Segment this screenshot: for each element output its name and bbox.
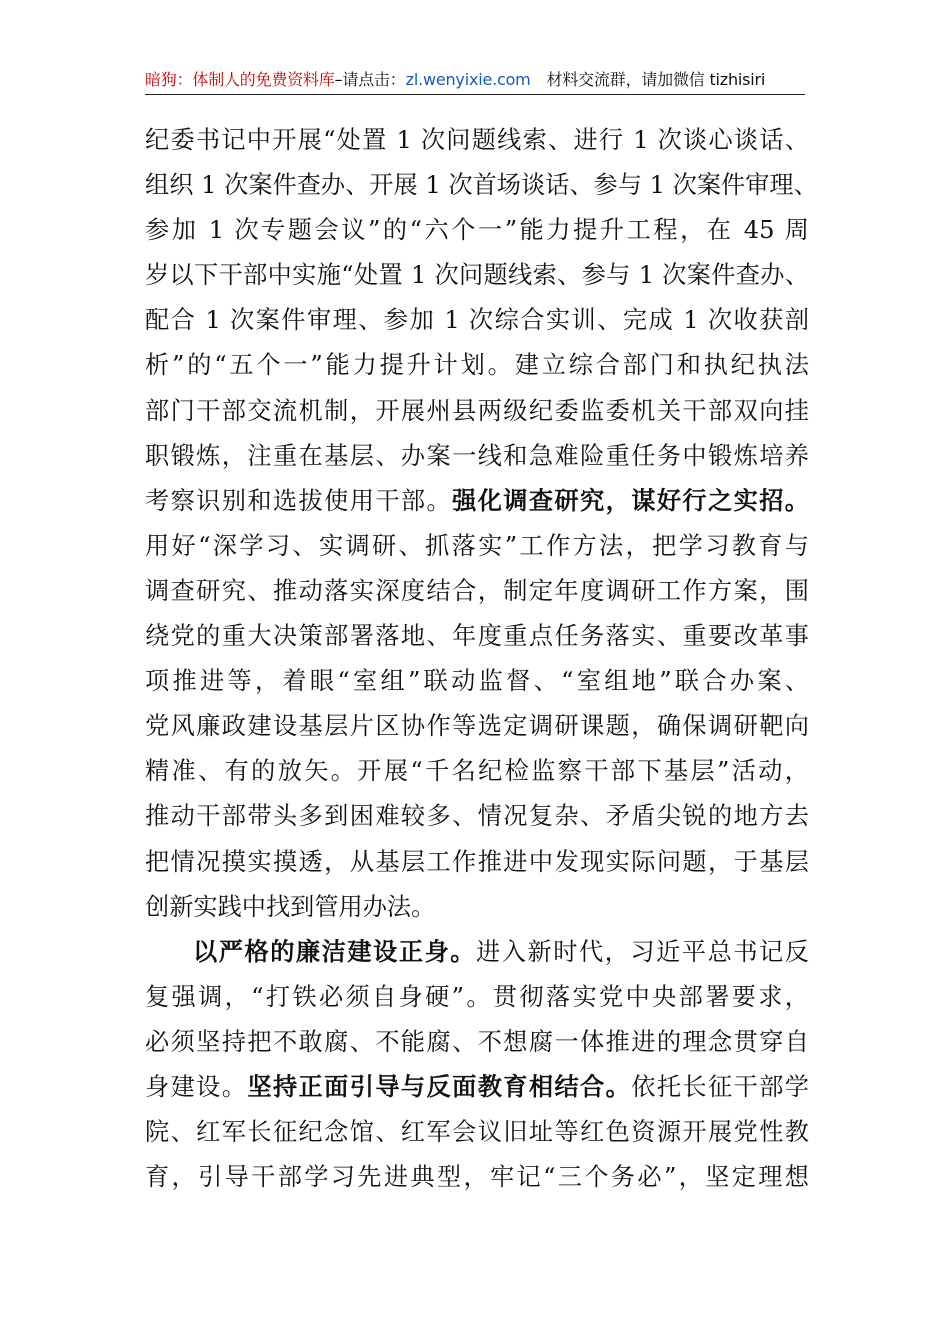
text-line: 考察识别和选拔使用干部。强化调查研究，谋好行之实招。 (145, 486, 809, 515)
text-line: 岁以下干部中实施“处置 1 次问题线索、参与 1 次案件查办、 (145, 261, 809, 290)
text-line: 配合 1 次案件审理、参加 1 次综合实训、完成 1 次收获剖 (145, 306, 809, 335)
text-line: 职锻炼，注重在基层、办案一线和急难险重任务中锻炼培养 (145, 441, 809, 470)
page-header (145, 66, 805, 95)
text-line: 析”的“五个一”能力提升计划。建立综合部门和执纪执法 (145, 351, 809, 380)
text-line: 组织 1 次案件查办、开展 1 次首场谈话、参与 1 次案件审理、 (145, 171, 818, 200)
text-line: 用好“深学习、实调研、抓落实”工作方法，把学习教育与 (145, 531, 809, 560)
bold-heading: 强化调查研究，谋好行之实招。 (452, 486, 809, 515)
text-line: 身建设。坚持正面引导与反面教育相结合。依托长征干部学 (145, 1072, 809, 1101)
text-line: 纪委书记中开展“处置 1 次问题线索、进行 1 次谈心谈话、 (145, 126, 809, 154)
header-link[interactable]: zl.wenyixie.com (405, 70, 531, 89)
header-link-label: –请点击： (334, 70, 406, 89)
text-line: 推动干部带头多到困难较多、情况复杂、矛盾尖锐的地方去 (145, 802, 809, 831)
text-line: 以严格的廉洁建设正身。进入新时代，习近平总书记反 (193, 937, 809, 966)
text-line: 调查研究、推动落实深度结合，制定年度调研工作方案，围 (145, 576, 809, 605)
text-line: 必须坚持把不敢腐、不能腐、不想腐一体推进的理念贯穿自 (145, 1027, 809, 1056)
paragraph-1 (145, 118, 818, 930)
text-line: 创新实践中找到管用办法。 (145, 892, 436, 921)
header-brand: 暗狗：体制人的免费资料库 (145, 70, 335, 89)
text-line: 项推进等，着眼“室组”联动监督、“室组地”联合办案、 (145, 667, 809, 696)
text-line: 把情况摸实摸透，从基层工作推进中发现实际问题，于基层 (145, 847, 809, 876)
text-line: 精准、有的放矢。开展“千名纪检监察干部下基层”活动， (145, 757, 809, 786)
document-body (145, 118, 818, 1200)
text-line: 院、红军长征纪念馆、红军会议旧址等红色资源开展党性教 (145, 1118, 809, 1147)
bold-heading: 以严格的廉洁建设正身。 (193, 937, 477, 966)
text-line: 复强调，“打铁必须自身硬”。贯彻落实党中央部署要求， (145, 982, 809, 1011)
paragraph-2 (145, 930, 809, 1201)
text-line: 党风廉政建设基层片区协作等选定调研课题，确保调研靶向 (145, 712, 809, 741)
text-line: 育，引导干部学习先进典型，牢记“三个务必”，坚定理想 (145, 1163, 809, 1192)
text-line: 部门干部交流机制，开展州县两级纪委监委机关干部双向挂 (145, 396, 809, 425)
header-wechat-note: 材料交流群，请加微信 tizhisiri (546, 70, 766, 89)
bold-heading: 坚持正面引导与反面教育相结合。 (247, 1072, 632, 1101)
text-line: 参加 1 次专题会议”的“六个一”能力提升工程，在 45 周 (145, 216, 809, 245)
text-line: 绕党的重大决策部署落地、年度重点任务落实、重要改革事 (145, 622, 809, 651)
